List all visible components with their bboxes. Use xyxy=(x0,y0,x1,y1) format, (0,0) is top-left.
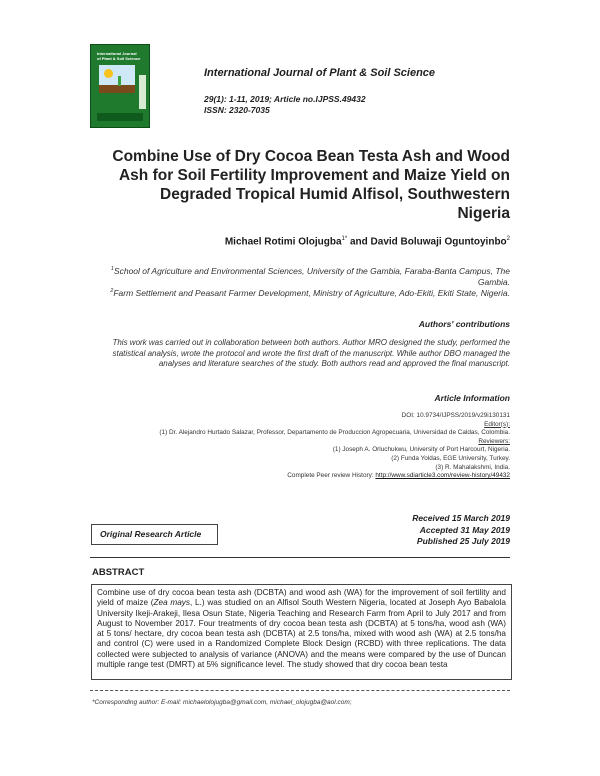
species-name: Zea mays xyxy=(153,598,190,608)
cover-bottom-strip xyxy=(97,113,143,121)
affiliation-marker: 2 xyxy=(110,288,114,294)
review-history-label: Complete Peer review History: xyxy=(287,472,376,480)
reviewers-label: Reviewers: xyxy=(478,437,510,445)
journal-issn: ISSN: 2320-7035 xyxy=(204,105,270,115)
affiliation-1 xyxy=(80,264,510,288)
editor-entry: (1) Dr. Alejandro Hurtado Salazar, Professor, Departamento de Produccion Agropecuaria, Universidad de Caldas, Colombia. xyxy=(159,429,510,437)
corresponding-author-footnote: *Corresponding author: E-mail: michaelolojugba@gmail.com, michael_olojugba@aol.com; xyxy=(92,699,352,706)
accepted-date: Accepted 31 May 2019 xyxy=(419,524,510,535)
contributions-text: This work was carried out in collaboration between both authors. Author MRO designed the study, performed the statistical analysis, wrote the protocol and wrote the first draft of the manuscript. While author DBO managed the analyses and literature searches of the study. Both authors read and approved the final manuscript. xyxy=(112,338,510,368)
article-info-heading: Article Information xyxy=(434,393,510,403)
affiliation-marker: 1 xyxy=(110,266,114,272)
cover-side-panel xyxy=(139,75,146,109)
author-superscript: 1* xyxy=(341,236,348,242)
reviewer-entry: (2) Funda Yoldas, EGE University, Turkey. xyxy=(391,454,510,462)
soil-illustration xyxy=(99,85,135,93)
section-divider xyxy=(90,557,510,558)
reviewer-entry: (1) Joseph A. Orluchukwu, University of Port Harcourt, Nigeria. xyxy=(332,446,510,454)
editors-label: Editor(s): xyxy=(484,420,510,428)
author-superscript: 2 xyxy=(506,236,510,242)
cover-title: International Journal of Plant & Soil Science xyxy=(97,51,141,61)
received-date: Received 15 March 2019 xyxy=(412,513,510,523)
affiliation-2 xyxy=(80,286,510,299)
journal-citation: 29(1): 1-11, 2019; Article no.IJPSS.49432 xyxy=(204,94,366,104)
author-name: Michael Rotimi Olojugba xyxy=(224,236,342,248)
affiliation-text: Farm Settlement and Peasant Farmer Development, Ministry of Agriculture, Ado-Ekiti, Ekiti State, Nigeria. xyxy=(113,287,510,298)
abstract-text: , L.) was studied on an Alfisol South Western Nigeria, located at Joseph Ayo Babalola University Ikeji-Arakeji, Ilesa Osun State, Nigeria Teaching and Research Farm from April to July 2017 and from August to November 2017. Four treatments of dry cocoa bean testa ash (DCBTA) at 5 tons/ha, wood ash (WA) at 5 tons/ hectare, dry cocoa bean testa ash (DCBTA) at 2.5 tons/ha, mixed with wood ash (WA) at 2.5 tons/ha and control (C) were used in a Randomized Complete Block Design (RCBD) with three replications. The data collected were subjected to analysis of variance (ANOVA) and the means were compared by the use of Duncan multiple range test (DMRT) at 5% significance level. The study showed that dry cocoa bean testa xyxy=(97,598,506,670)
article-type-box: Original Research Article xyxy=(91,524,218,545)
sun-icon xyxy=(104,69,113,78)
footnote-divider xyxy=(90,690,510,691)
publication-dates xyxy=(412,513,510,548)
review-history xyxy=(70,472,510,481)
author-list xyxy=(225,236,510,247)
abstract-box xyxy=(91,584,512,680)
sprout-icon xyxy=(118,76,121,86)
reviewer-entry: (3) R. Mahalakshmi, India. xyxy=(435,463,510,471)
author-conjunction: and xyxy=(347,236,371,248)
affiliation-text: School of Agriculture and Environmental Sciences, University of the Gambia, Faraba-Banta Campus, The Gambia. xyxy=(113,265,510,287)
author-name: David Boluwaji Oguntoyinbo xyxy=(370,236,507,248)
published-date: Published 25 July 2019 xyxy=(416,536,510,546)
doi-text: DOI: 10.9734/IJPSS/2019/v29i130131 xyxy=(401,412,510,419)
abstract-heading: ABSTRACT xyxy=(92,567,145,578)
contributions-heading: Authors' contributions xyxy=(418,319,510,329)
article-info-block xyxy=(70,412,510,481)
article-title: Combine Use of Dry Cocoa Bean Testa Ash and Wood Ash for Soil Fertility Improvement and Maize Yield on Degraded Tropical Humid Alfisol, Southwestern Nigeria xyxy=(112,148,510,222)
review-history-link[interactable]: http://www.sdiarticle3.com/review-history/49432 xyxy=(375,472,510,480)
abstract-text: Combine use of dry cocoa bean testa ash (DCBTA) and wood ash (WA) for the improvement of soil fertility and yield of maize ( xyxy=(97,588,506,608)
journal-cover-image xyxy=(90,44,150,128)
journal-name: International Journal of Plant & Soil Science xyxy=(204,67,436,79)
